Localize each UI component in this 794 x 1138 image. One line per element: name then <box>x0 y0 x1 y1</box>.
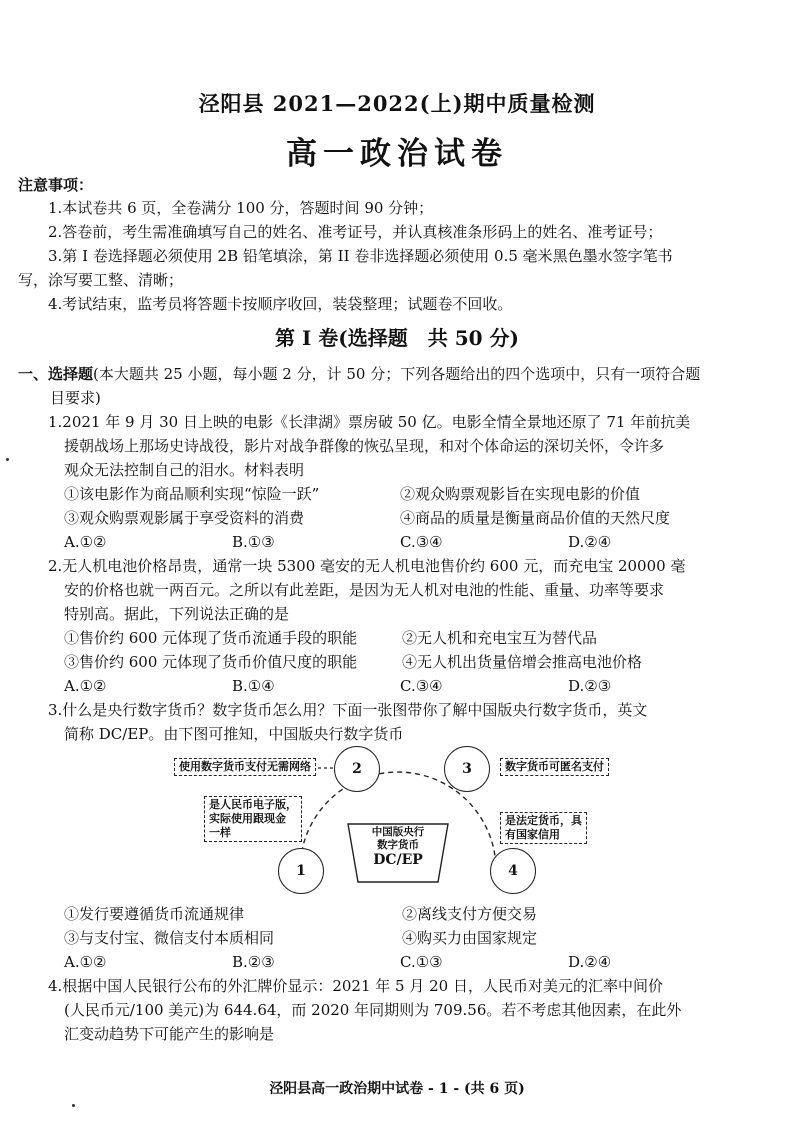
diagram-center-label <box>350 826 446 869</box>
diagram-center-line2: 数字货币 <box>377 839 419 851</box>
diagram-node-2: 2 <box>334 746 380 792</box>
q1-statement-3: ③观众购票观影属于享受资料的消费 <box>64 509 305 527</box>
notice-title: 注意事项： <box>18 176 94 194</box>
exam-header-line1: 泾阳县 2021—2022(上)期中质量检测 <box>198 91 596 116</box>
q3-statement-3: ③与支付宝、微信支付本质相同 <box>64 929 275 947</box>
q2-stem-line1: 2.无人机电池价格昂贵，通常一块 5300 毫安的无人机电池售价约 600 元，而充电宝 20000 毫 <box>48 557 686 575</box>
q3-statement-2: ②离线支付方便交易 <box>402 905 538 923</box>
notice-item-1: 1.本试卷共 6 页，全卷满分 100 分，答题时间 90 分钟； <box>48 199 434 217</box>
scan-speck <box>6 458 9 461</box>
q2-statement-2: ②无人机和充电宝互为替代品 <box>402 629 598 647</box>
part1-heading <box>18 362 700 386</box>
q2-stem-line3: 特别高。据此，下列说法正确的是 <box>64 605 290 623</box>
q2-choice-b: B.①④ <box>232 677 275 695</box>
q2-stem-line2: 安的价格也就一两百元。之所以有此差距，是因为无人机对电池的性能、重量、功率等要求 <box>64 581 665 599</box>
q3-statement-4: ④购买力由国家规定 <box>402 929 538 947</box>
diagram-box-legal <box>500 812 587 844</box>
diagram-box-legal-line1: 是法定货币，具 <box>505 814 582 827</box>
diagram-box-cash-line2: 实际使用跟现金 <box>209 812 286 825</box>
part1-label: 一、选择题 <box>18 365 94 383</box>
diagram-node-1: 1 <box>278 848 324 894</box>
notice-item-4: 4.考试结束，监考员将答题卡按顺序收回，装袋整理；试题卷不回收。 <box>48 295 513 313</box>
q2-choice-d: D.②③ <box>568 677 612 695</box>
exam-title: 高一政治试卷 <box>286 136 508 172</box>
diagram-node-3: 3 <box>444 746 490 792</box>
q2-statement-1: ①售价约 600 元体现了货币流通手段的职能 <box>64 629 358 647</box>
diagram-node-4: 4 <box>490 848 536 894</box>
q1-choice-c: C.③④ <box>400 533 443 551</box>
q1-statement-2: ②观众购票观影旨在实现电影的价值 <box>400 485 641 503</box>
diagram-box-offline: 使用数字货币支付无需网络 <box>174 758 316 776</box>
diagram-box-cash <box>204 796 302 842</box>
part1-desc-cont: 目要求) <box>50 389 101 407</box>
diagram-box-cash-line1: 是人民币电子版， <box>209 798 297 811</box>
notice-item-3-cont: 写，涂写要工整、清晰； <box>18 271 184 289</box>
q3-choice-b: B.②③ <box>232 953 275 971</box>
q3-choice-a: A.①② <box>64 953 107 971</box>
q2-statement-4: ④无人机出货量倍增会推高电池价格 <box>402 653 643 671</box>
q1-statement-4: ④商品的质量是衡量商品价值的天然尺度 <box>400 509 671 527</box>
q1-statement-1: ①该电影作为商品顺利实现“惊险一跃” <box>64 485 320 503</box>
q4-stem-line1: 4.根据中国人民银行公布的外汇牌价显示：2021 年 5 月 20 日，人民币对美元的汇率中间价 <box>48 977 663 995</box>
q4-stem-line3: 汇变动趋势下可能产生的影响是 <box>64 1025 275 1043</box>
notice-item-2: 2.答卷前，考生需准确填写自己的姓名、准考证号，并认真核准条形码上的姓名、准考证号； <box>48 223 663 241</box>
q1-stem-line3: 观众无法控制自己的泪水。材料表明 <box>64 461 305 479</box>
diagram-center-line1: 中国版央行 <box>371 826 425 838</box>
page-footer: 泾阳县高一政治期中试卷 - 1 - (共 6 页) <box>269 1081 525 1097</box>
q3-choice-d: D.②④ <box>568 953 612 971</box>
diagram-box-legal-line2: 有国家信用 <box>505 828 560 841</box>
q2-choice-c: C.③④ <box>400 677 443 695</box>
q2-choice-a: A.①② <box>64 677 107 695</box>
dcep-diagram <box>170 740 640 900</box>
diagram-box-cash-line3: 一样 <box>209 826 231 839</box>
notice-item-3: 3.第 I 卷选择题必须使用 2B 铅笔填涂，第 II 卷非选择题必须使用 0.5 毫米黑色墨水签字笔书 <box>48 247 673 265</box>
q3-statement-1: ①发行要遵循货币流通规律 <box>64 905 245 923</box>
q3-choice-c: C.①③ <box>400 953 443 971</box>
q2-statement-3: ③售价约 600 元体现了货币价值尺度的职能 <box>64 653 358 671</box>
section-title: 第 I 卷(选择题 共 50 分) <box>275 326 519 350</box>
q3-stem-line2: 简称 DC/EP。由下图可推知，中国版央行数字货币 <box>64 725 404 743</box>
scan-speck <box>72 1104 75 1107</box>
q1-choice-d: D.②④ <box>568 533 612 551</box>
q4-stem-line2: (人民币元/100 美元)为 644.64，而 2020 年同期则为 709.56。若不考虑其他因素，在此外 <box>64 1001 682 1019</box>
part1-desc: (本大题共 25 小题，每小题 2 分，计 50 分；下列各题给出的四个选项中，只有一项符合题 <box>93 365 701 383</box>
diagram-center-line3: DC/EP <box>373 852 423 868</box>
q1-stem-line2: 援朝战场上那场史诗战役，影片对战争群像的恢弘呈现，和对个体命运的深切关怀，令许多 <box>64 437 665 455</box>
diagram-box-anonymous: 数字货币可匿名支付 <box>500 758 609 776</box>
q1-choice-a: A.①② <box>64 533 107 551</box>
q1-choice-b: B.①③ <box>232 533 275 551</box>
q3-stem-line1: 3.什么是央行数字货币？数字货币怎么用？下面一张图带你了解中国版央行数字货币，英文 <box>48 701 648 719</box>
q1-stem-line1: 1.2021 年 9 月 30 日上映的电影《长津湖》票房破 50 亿。电影全情全景地还原了 71 年前抗美 <box>48 413 691 431</box>
